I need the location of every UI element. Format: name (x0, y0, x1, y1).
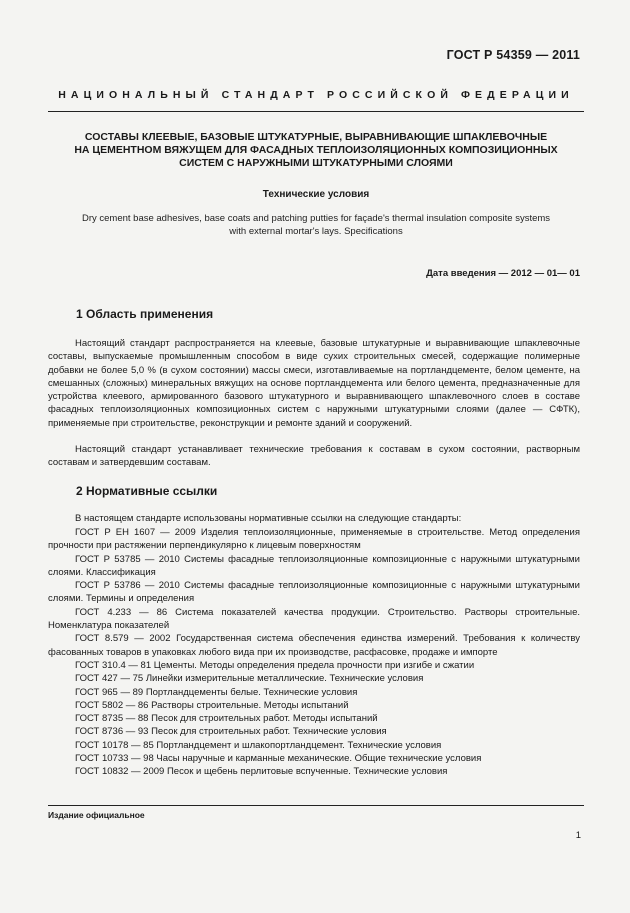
title-line-3: СИСТЕМ С НАРУЖНЫМИ ШТУКАТУРНЫМИ СЛОЯМИ (179, 157, 453, 169)
section-1-heading: 1 Область применения (76, 307, 214, 321)
header-divider (48, 111, 584, 112)
section-1-paragraph-1: Настоящий стандарт распространяется на клеевые, базовые штукатурные и выравнивающие шпаклевочные составы, выпускаемые промышленным способом в виде сухих строительных смесей, содержащие полимерные добавки не более 5,0 % (в сухом состоянии) массы смеси, изготавливаемые на портландцементе, белом цементе, на смешанных (сложных) минеральных вяжущих на основе портландцемента или белого цемента, предназначенные для устройства клеевого, армированного базового штукатурного и выравнивающего шпаклевочного слоев в составе фасадных теплоизоляционных композиционных систем с наружными штукатурными слоями (далее — СФТК), применяемые при строительстве, реконструкции и ремонте зданий и сооружений. (48, 338, 580, 429)
normative-references-list (48, 526, 580, 779)
introduction-date: Дата введения — 2012 — 01— 01 (426, 268, 580, 279)
reference-item: ГОСТ 4.233 — 86 Система показателей качества продукции. Строительство. Растворы строительные. Номенклатура показателей (48, 606, 580, 632)
reference-item: ГОСТ 10178 — 85 Портландцемент и шлакопортландцемент. Технические условия (75, 739, 442, 751)
page-number: 1 (575, 830, 581, 841)
document-number: ГОСТ Р 54359 — 2011 (446, 48, 580, 62)
national-standard-banner: НАЦИОНАЛЬНЫЙ СТАНДАРТ РОССИЙСКОЙ ФЕДЕРАЦИИ (58, 89, 574, 101)
reference-item: ГОСТ 8.579 — 2002 Государственная система обеспечения единства измерений. Требования к количеству фасованных товаров в упаковках любого вида при их производстве, расфасовке, продаже и импорте (48, 633, 580, 658)
reference-item: ГОСТ 10832 — 2009 Песок и щебень перлитовые вспученные. Технические условия (75, 766, 448, 778)
reference-item: ГОСТ 310.4 — 81 Цементы. Методы определения предела прочности при изгибе и сжатии (75, 659, 475, 671)
reference-item: ГОСТ Р ЕН 1607 — 2009 Изделия теплоизоляционные, применяемые в строительстве. Метод определения прочности при растяжении перпендикулярно к лицевым поверхностям (48, 527, 580, 552)
english-title-line-2: with external mortar's lays. Specifications (229, 226, 403, 237)
reference-item: ГОСТ 427 — 75 Линейки измерительные металлические. Технические условия (75, 673, 424, 685)
section-2-intro: В настоящем стандарте использованы нормативные ссылки на следующие стандарты: (75, 513, 462, 524)
reference-item: ГОСТ 8735 — 88 Песок для строительных работ. Методы испытаний (75, 713, 378, 725)
footer-divider (48, 805, 584, 806)
reference-item: ГОСТ Р 53786 — 2010 Системы фасадные теплоизоляционные композиционные с наружными штукатурными слоями. Термины и определения (48, 580, 580, 605)
document-title (48, 131, 584, 170)
english-title-line-1: Dry cement base adhesives, base coats and patching putties for façade's thermal insulation composite systems (81, 213, 551, 224)
reference-item: ГОСТ 10733 — 98 Часы наручные и карманные механические. Общие технические условия (75, 753, 482, 765)
reference-item: ГОСТ 5802 — 86 Растворы строительные. Методы испытаний (75, 699, 349, 711)
section-2-heading: 2 Нормативные ссылки (76, 484, 218, 498)
section-1-paragraph-2: Настоящий стандарт устанавливает технические требования к составам в сухом состоянии, растворным составам и затвердевшим составам. (48, 444, 580, 469)
official-edition-label: Издание официальное (48, 810, 145, 820)
document-subtitle: Технические условия (262, 189, 370, 200)
reference-item: ГОСТ Р 53785 — 2010 Системы фасадные теплоизоляционные композиционные с наружными штукатурными слоями. Классификация (48, 553, 580, 578)
reference-item: ГОСТ 965 — 89 Портландцементы белые. Технические условия (75, 686, 358, 698)
reference-item: ГОСТ 8736 — 93 Песок для строительных работ. Технические условия (75, 726, 387, 738)
english-title (48, 212, 584, 238)
title-line-2: НА ЦЕМЕНТНОМ ВЯЖУЩЕМ ДЛЯ ФАСАДНЫХ ТЕПЛОИЗОЛЯЦИОННЫХ КОМПОЗИЦИОННЫХ (74, 144, 558, 156)
title-line-1: СОСТАВЫ КЛЕЕВЫЕ, БАЗОВЫЕ ШТУКАТУРНЫЕ, ВЫРАВНИВАЮЩИЕ ШПАКЛЕВОЧНЫЕ (84, 131, 548, 143)
